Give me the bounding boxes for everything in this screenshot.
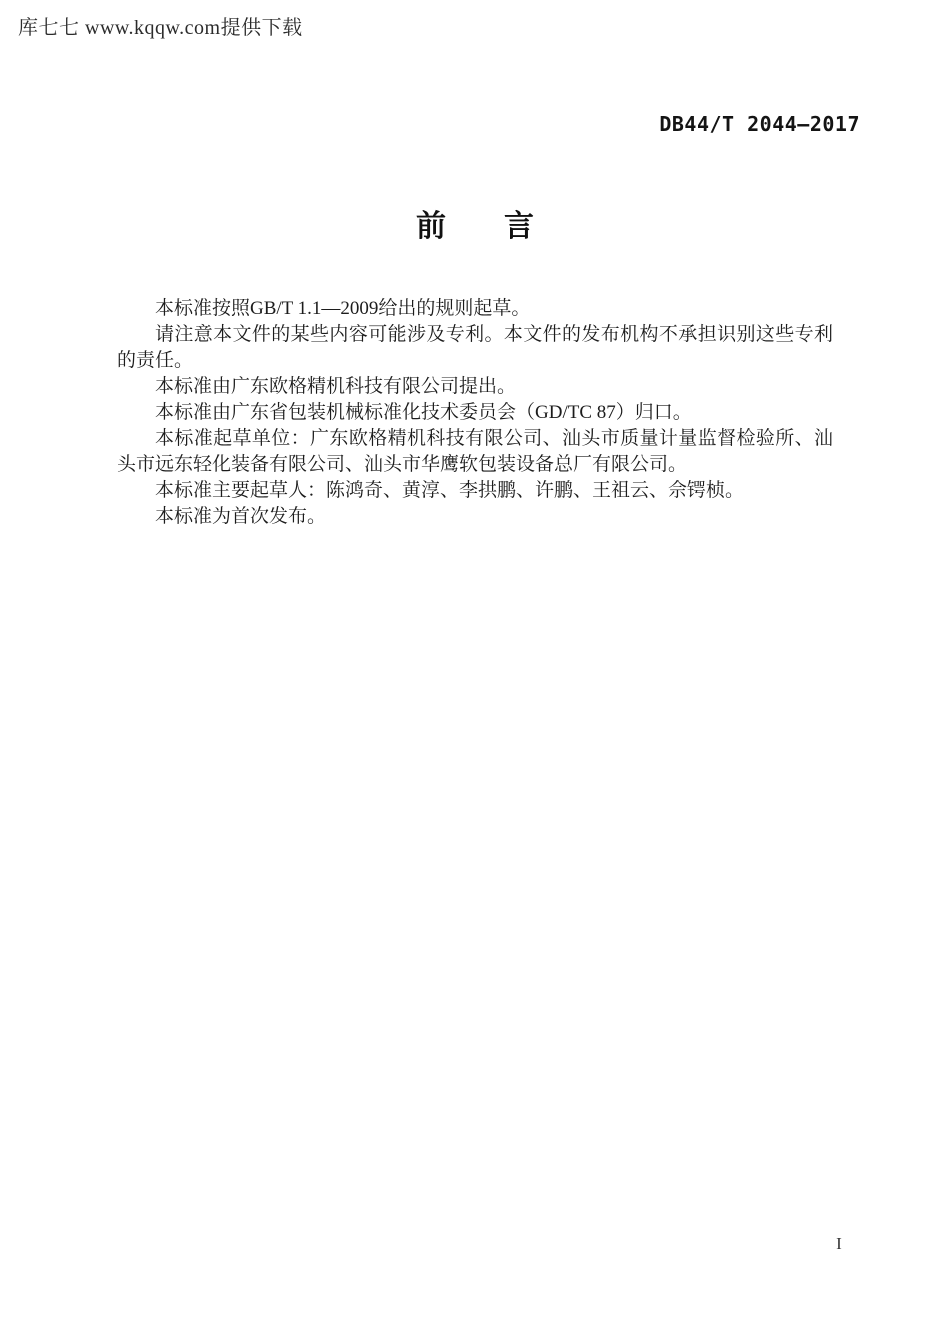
foreword-paragraph: 本标准主要起草人：陈鸿奇、黄淳、李拱鹏、许鹏、王祖云、佘锷桢。 bbox=[155, 480, 745, 501]
foreword-title-char-2: 言 bbox=[504, 210, 534, 243]
foreword-paragraph: 请注意本文件的某些内容可能涉及专利。本文件的发布机构不承担识别这些专利的责任。 bbox=[117, 324, 833, 371]
foreword-title bbox=[117, 211, 833, 243]
foreword-paragraph: 本标准为首次发布。 bbox=[155, 506, 327, 527]
foreword-paragraph: 本标准起草单位：广东欧格精机科技有限公司、汕头市质量计量监督检验所、汕头市远东轻化装备有限公司、汕头市华鹰软包装设备总厂有限公司。 bbox=[117, 428, 833, 475]
foreword-paragraph: 本标准由广东欧格精机科技有限公司提出。 bbox=[155, 376, 517, 397]
foreword-body bbox=[117, 296, 833, 530]
watermark-text: 库七七 www.kqqw.com提供下载 bbox=[18, 17, 303, 39]
standard-number: DB44/T 2044—2017 bbox=[659, 112, 860, 136]
foreword-paragraph: 本标准按照GB/T 1.1—2009给出的规则起草。 bbox=[155, 298, 531, 319]
foreword-paragraph: 本标准由广东省包装机械标准化技术委员会（GD/TC 87）归口。 bbox=[155, 402, 692, 423]
page-number: I bbox=[836, 1234, 842, 1253]
foreword-title-char-1: 前 bbox=[416, 210, 446, 243]
